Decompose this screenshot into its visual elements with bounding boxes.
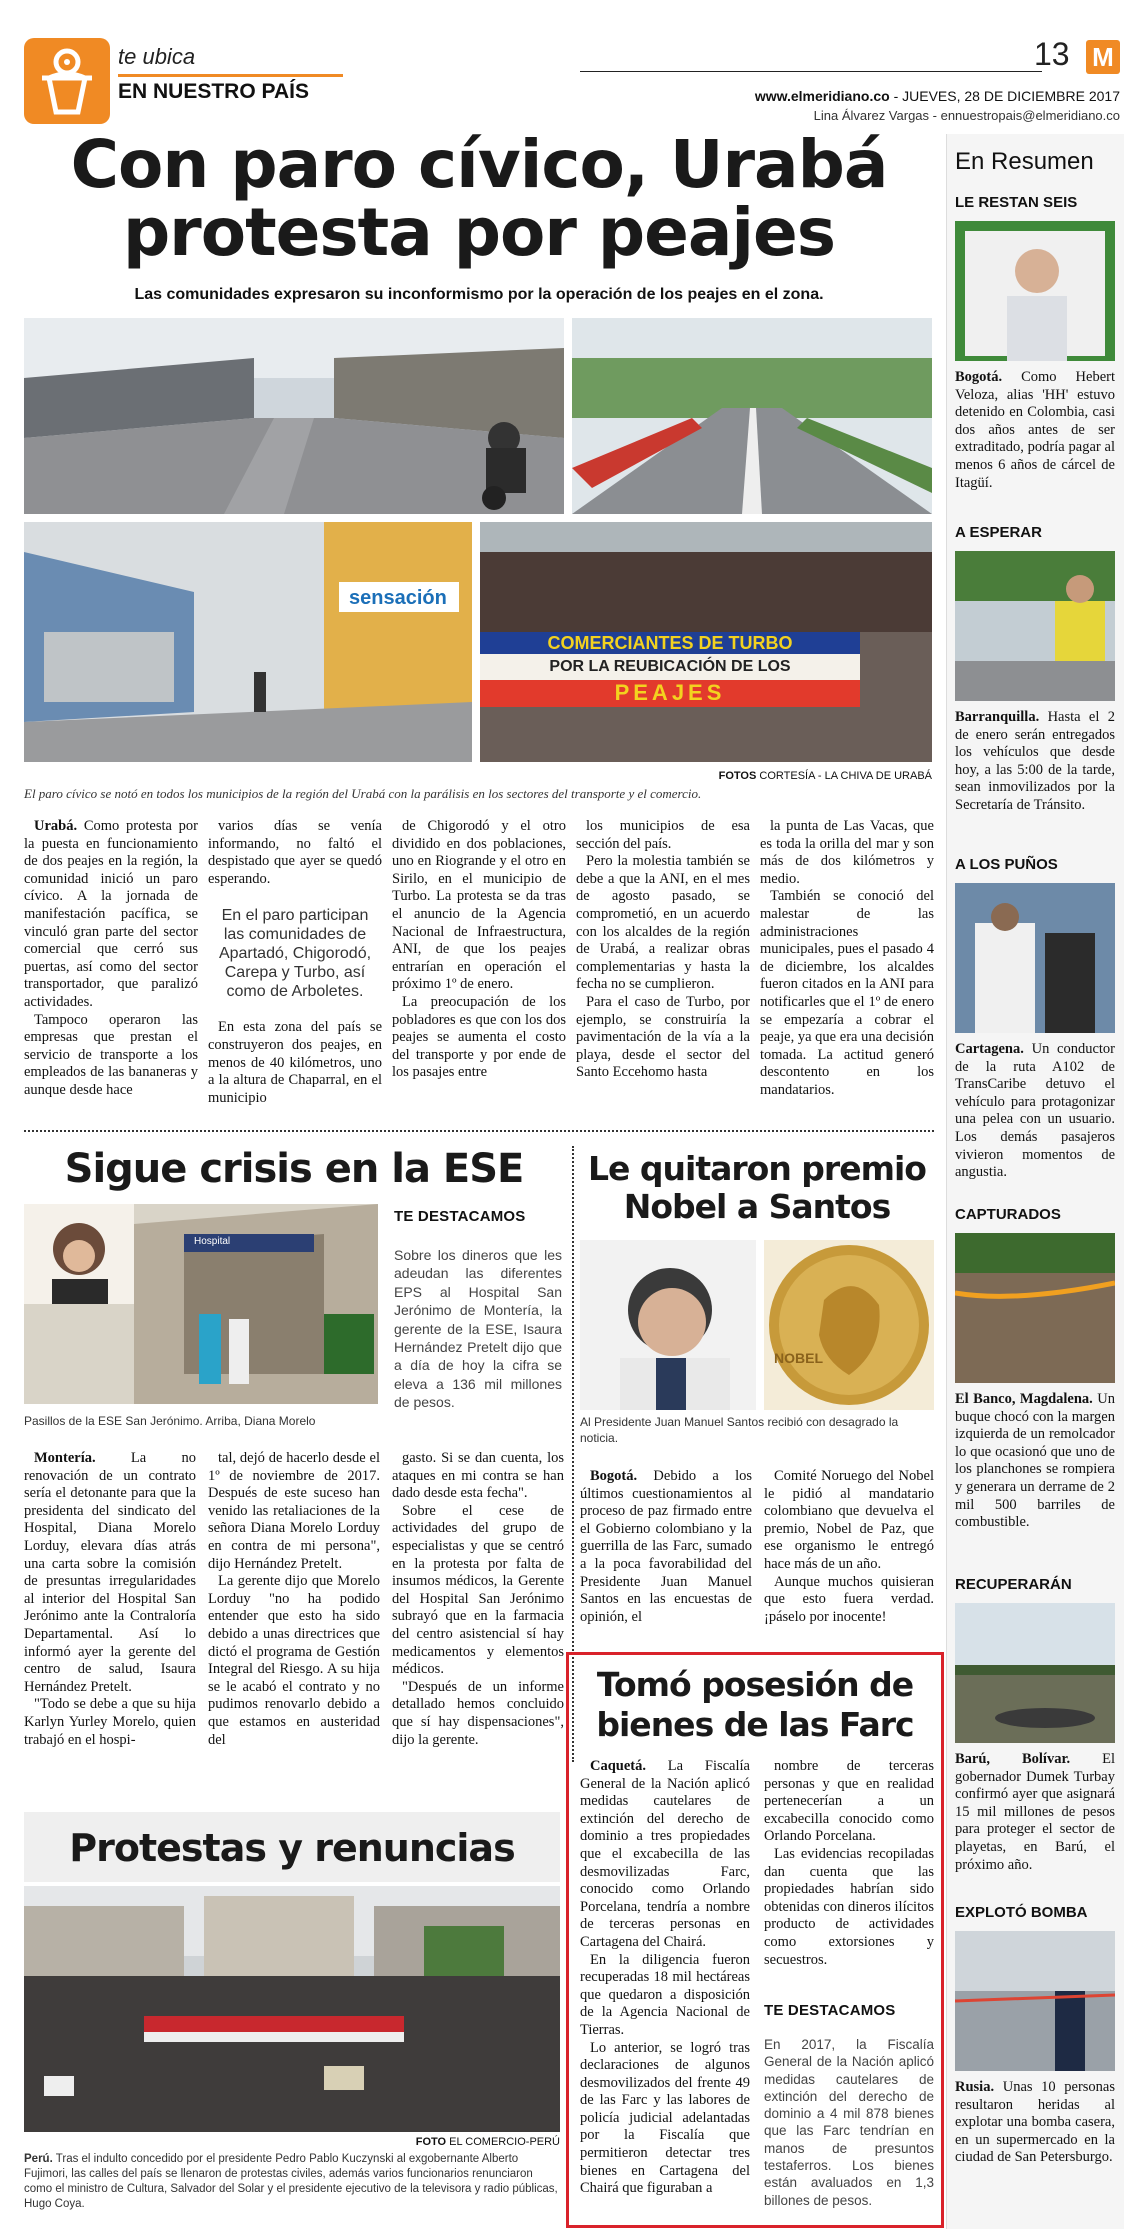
lead-col4-text-c: Para el caso de Turbo, por ejemplo, se construiría la pavimentación de la vía a la playa, desde el sector del Santo Eccehomo hasta [576, 993, 750, 1081]
sidebar-item-heading: CAPTURADOS [955, 1206, 1061, 1223]
photo-bus-fight [955, 883, 1115, 1033]
hospital-sign: Hospital [194, 1236, 231, 1247]
sidebar-item-exploto-bomba [955, 1904, 1115, 2167]
lead-column-5 [760, 818, 934, 1100]
farc-col2-text: nombre de terceras personas y que en realidad pertenecerían a un excabecilla conocido como Orlando Porcelana. [764, 1758, 934, 1845]
sidebar-title: En Resumen [955, 148, 1094, 175]
nobel-col2-text-b: Aunque muchos quisieran que esto fuera verdad. ¡páselo por inocente! [764, 1573, 934, 1625]
nobel-col2-text: Comité Noruego del Nobel le pidió al mandatario colombiano que devuelva el premio, Nobel de Paz, que ese organismo le entregó hace más de un año. [764, 1468, 934, 1572]
ese-col3-text-b: Sobre el cese de actividades del grupo de especialistas y que se centró en la protesta por falta de insumos médicos, la Gerente del Hospital San Jerónimo subrayó que en la farmacia del centro asistencial sí hay medicamentos y elementos médicos. [392, 1502, 564, 1678]
ese-caption: Pasillos de la ESE San Jerónimo. Arriba, Diana Morelo [24, 1414, 316, 1428]
sidebar-item-heading: EXPLOTÓ BOMBA [955, 1904, 1088, 1921]
photo-hospital-corridor [24, 1204, 378, 1404]
shop-sign-text: sensación [349, 587, 447, 609]
lead-col3-text: de Chigorodó y el otro dividido en dos poblaciones, uno en Riogrande y el otro en Sirilo, en el municipio de Turbo. La protesta se da tras el anuncio de la Agencia Nacional de Infraestructura, ANI, de que los peajes entrarían en operación el próximo 1º de enero. [392, 818, 566, 993]
lead-column-3 [392, 818, 566, 1082]
section-title: EN NUESTRO PAÍS [118, 80, 309, 103]
lead-photo-credit-label: FOTOS [718, 770, 757, 782]
sidebar-item-dateline: Bogotá. [955, 369, 1003, 385]
lead-pullquote: En el paro participan las comunidades de Apartadó, Chigorodó, Carepa y Turbo, así como de Arboletes. [218, 907, 372, 1001]
ese-col1-text-b: "Todo se debe a que su hija Karlyn Yurley Morelo, quien trabajó en el hospi- [24, 1696, 196, 1748]
sidebar-item-text [955, 369, 1115, 492]
nobel-col1-text: Debido a los últimos cuestionamientos al proceso de paz firmado entre el Gobierno colombiano y la guerrilla de las Farc, sumado a la poca favorabilidad del Presidente Juan Manuel Santos en las encuestas de opinión, el [580, 1468, 753, 1625]
site-url[interactable]: www.elmeridiano.co [754, 88, 890, 104]
issue-date: - JUEVES, 28 DE DICIEMBRE 2017 [893, 88, 1120, 104]
sidebar-item-heading: A LOS PUÑOS [955, 856, 1058, 873]
sidebar-item-body: Un conductor de la ruta A102 de TransCaribe detuvo el vehículo para protagonizar una pelea con un usuario. Los demás pasajeros vivieron momentos de angustia. [955, 1041, 1116, 1181]
dateline [560, 88, 1120, 104]
lead-headline-line1: Con paro cívico, Urabá [70, 126, 888, 203]
lead-photo-credit [600, 770, 932, 782]
sidebar-item-body: El gobernador Dumek Turbay confirmó ayer que asignará 15 mil millones de pesos para proteger el sector de playetas, en Barú, el próximo año. [955, 1751, 1115, 1873]
sidebar-item-text [955, 709, 1115, 815]
farc-column-2 [764, 1758, 934, 1969]
top-rule [580, 71, 1042, 72]
photo-transit-officer [955, 551, 1115, 701]
ese-col2-text-b: La gerente dijo que Morelo Lorduy "no ha podido entender que esto ha sido debido a unas directrices que dictó el programa de Gestión Integral del Riesgo. A su hija se le acabó el contrato y no pudimos renovarlo debido a que estamos en austeridad del [208, 1573, 380, 1748]
photo-river-spill [955, 1233, 1115, 1383]
farc-dateline: Caquetá. [590, 1758, 646, 1774]
medal-text: NOBEL [774, 1350, 823, 1366]
location-pin-icon [24, 38, 110, 124]
photo-closed-shops [24, 522, 472, 762]
nobel-headline-line2: Nobel a Santos [623, 1187, 891, 1226]
farc-headline-line1: Tomó posesión de [596, 1665, 914, 1704]
photo-baru-beach [955, 1603, 1115, 1743]
page-number: 13 [1034, 36, 1070, 72]
photo-empty-street [24, 318, 564, 514]
sidebar-item-text [955, 1041, 1115, 1182]
sidebar-item-dateline: Rusia. [955, 2079, 995, 2095]
lead-col4-text: los municipios de esa sección del país. [576, 818, 750, 852]
brand-mark-letter: M [1092, 42, 1114, 72]
photo-bomb-scene [955, 1931, 1115, 2071]
sidebar-item-dateline: Cartagena. [955, 1041, 1024, 1057]
sidebar-item-le-restan-seis [955, 194, 1115, 492]
peru-photo-credit-text: EL COMERCIO-PERÚ [449, 2136, 560, 2148]
lead-headline-line2: protesta por peajes [122, 194, 836, 271]
photo-highway [572, 318, 932, 514]
banner-line-1: COMERCIANTES DE TURBO [547, 633, 793, 653]
peru-dateline: Perú. [24, 2153, 53, 2165]
farc-te-destacamos: TE DESTACAMOS [764, 2002, 896, 2019]
sidebar-item-body: Hasta el 2 de enero serán entregados los vehículos que desde hoy, a las 5:00 de la tarde, sean inmovilizados por la Secretaría de Tránsito. [955, 709, 1115, 813]
ese-col2-text: tal, dejó de hacerlo desde el 1º de noviembre de 2017. Después de este suceso han venido las retaliaciones de la señora Diana Morelo Lorduy en contra de mi persona", dijo Hernández Pretelt. [208, 1450, 380, 1572]
sidebar-item-body: Unas 10 personas resultaron heridas al explotar una bomba casera, en un supermercado en la ciudad de San Petersburgo. [955, 2079, 1115, 2166]
ese-col3-text: gasto. Si se dan cuenta, los ataques en mi contra se han dado desde esta fecha". [392, 1450, 564, 1502]
sidebar-item-a-los-punos [955, 856, 1115, 1182]
lead-column-1 [24, 818, 198, 1100]
photo-protest-banner [480, 522, 932, 762]
section-kicker: te ubica [118, 44, 196, 69]
nobel-column-1 [580, 1468, 752, 1626]
farc-col1-text-c: Lo anterior, se logró tras declaraciones de algunos desmovilizados del frente 49 de las Farc y las labores de policía judicial adelantadas por la Fiscalía que permitieron detectar tres bienes en Cartagena del Chairá que figuraban a [580, 2039, 750, 2197]
sidebar-item-text [955, 2079, 1115, 2167]
lead-caption: El paro cívico se notó en todos los municipios de la región del Urabá con la parálisis en los sectores del transporte y el comercio. [24, 786, 702, 801]
farc-headline-line2: bienes de las Farc [596, 1705, 914, 1744]
nobel-column-2 [764, 1468, 934, 1626]
sidebar-item-heading: A ESPERAR [955, 524, 1042, 541]
lead-col5-text: la punta de Las Vacas, que es toda la orilla del mar y son más de dos kilómetros y medio. [760, 818, 934, 887]
lead-col5-text-b: También se conoció del malestar de las administraciones municipales, pues el pasado 4 de diciembre, los alcaldes fueron citados en la ANI para notificarles que el 1º de enero se empezaría a cobrar el peaje, ya que era una decisión tomada. La actitud generó descontento en los mandatarios. [760, 888, 934, 1098]
farc-col2-text-b: Las evidencias recopiladas dan cuenta que las propiedades habrían sido obtenidas con dineros ilícitos producto de actividades como extorsiones y secuestros. [764, 1845, 934, 1968]
sidebar-item-text [955, 1751, 1115, 1874]
banner-line-2: POR LA REUBICACIÓN DE LOS [549, 658, 791, 675]
farc-col1-text-b: En la diligencia fueron recuperadas 18 mil hectáreas que quedaron a disposición de la Agencia Nacional de Tierras. [580, 1951, 750, 2038]
peru-caption [24, 2152, 560, 2212]
sidebar-item-a-esperar [955, 524, 1115, 815]
lead-divider [24, 1130, 934, 1132]
ese-highlight: Sobre los dineros que les adeudan las diferentes EPS al Hospital San Jerónimo de Montería, la gerente de la ESE, Isaura Hernández Pretelt dijo que a día de hoy la cifra se eleva a 136 mil millones de pesos. [394, 1247, 562, 1411]
sidebar-item-dateline: El Banco, Magdalena. [955, 1391, 1093, 1407]
peru-headline: Protestas y renuncias [69, 1826, 515, 1870]
sidebar-item-body: Como Hebert Veloza, alias 'HH' estuvo detenido en Colombia, casi dos años antes de ser extraditado, podría pagar al menos 6 años de cárcel de Itagüí. [955, 369, 1115, 491]
sidebar-item-body: Un buque chocó con la margen izquierda de un remolcador lo que ocasionó que uno de los planchones se rompiera y generara un derrame de 2 mil 500 barriles de combustible. [955, 1391, 1115, 1531]
photo-peru-protest [24, 1886, 560, 2132]
ese-te-destacamos: TE DESTACAMOS [394, 1208, 526, 1225]
sidebar-item-capturados [955, 1206, 1115, 1532]
section-kicker-rule [118, 74, 343, 77]
farc-highlight: En 2017, la Fiscalía General de la Nación aplicó medidas cautelares de extinción del derecho de dominio a 4 mil 878 bienes que las Farc tendrían en manos de presuntos testaferros. Los bienes están avaluados en 1,3 billones de pesos. [764, 2037, 934, 2208]
sidebar-item-heading: RECUPERARÁN [955, 1576, 1072, 1593]
nobel-headline-line1: Le quitaron premio [588, 1149, 926, 1188]
photo-santos [580, 1240, 756, 1410]
sidebar-item-dateline: Barranquilla. [955, 709, 1040, 725]
peru-photo-credit [300, 2136, 560, 2148]
lead-col1-text-b: Tampoco operaron las empresas que prestan el servicio de transporte a los empleados de las bananeras y aunque desde hace [24, 1011, 198, 1098]
ese-col1-text: La no renovación de un contrato sería el detonante para que la presidenta del sindicato del Hospital, Diana Morelo Lorduy, elevara días atrás una carta sobre la comisión de presuntas irregularidades al interior del Hospital San Jerónimo ante la Contraloría Departamental. Así lo informó ayer la gerente del centro de salud, Isaura Hernández Pretelt. [24, 1450, 196, 1695]
lead-dateline: Urabá. [34, 818, 78, 834]
ese-headline: Sigue crisis en la ESE [64, 1146, 524, 1192]
lead-column-4 [576, 818, 750, 1082]
lead-col4-text-b: Pero la molestia también se debe a que la ANI, en el mes de agosto pasado, se comprometió, en un acuerdo con los alcaldes de la región de Urabá, a realizar obras complementarias y hasta la fecha no se cumplieron. [576, 853, 750, 993]
ese-dateline: Montería. [34, 1450, 96, 1466]
sidebar-item-dateline: Barú, Bolívar. [955, 1751, 1071, 1767]
lead-col3-text-b: La preocupación de los pobladores es que con los dos peajes se aumenta el costo del transporte y por ende de los pasajes entre [392, 993, 566, 1081]
lead-photo-credit-text: CORTESÍA - LA CHIVA DE URABÁ [759, 770, 932, 782]
sidebar-item-heading: LE RESTAN SEIS [955, 194, 1078, 211]
lead-col2-text: varios días se venía informando, no faltó el despistado que ayer se quedó esperando. [208, 818, 382, 887]
ese-col3-text-c: "Después de un informe detallado hemos concluido que sí hay dispensaciones", dijo la gerente. [392, 1678, 564, 1748]
ese-column-3 [392, 1450, 564, 1749]
peru-caption-text: Tras el indulto concedido por el presidente Pedro Pablo Kuczynski al exgobernante Alberto Fujimori, las calles del país se llenaron de protestas civiles, además varios funcionarios renunciaron como el ministro de Cultura, Salvador del Solar y el presidente ejecutivo de la televisora y radio públicas, Hugo Coya. [24, 2153, 558, 2210]
sidebar-item-text [955, 1391, 1115, 1532]
nobel-caption: Al Presidente Juan Manuel Santos recibió con desagrado la noticia. [580, 1415, 899, 1445]
lead-col1-text: Como protesta por la puesta en funcionamiento de dos peajes en la región, la comunidad inició un paro cívico. A la jornada de manifestación pacífica, se vinculó gran parte del sector comercial que cerró sus puertas, así como del sector transportador, que paralizó actividades. [24, 818, 198, 1010]
brand-mark [1086, 40, 1120, 74]
banner-line-3: PEAJES [614, 680, 726, 705]
section-logo [24, 38, 110, 124]
photo-hh-arrest [955, 221, 1115, 361]
lead-deck: Las comunidades expresaron su inconformismo por la operación de los peajes en el zona. [134, 286, 824, 303]
sidebar-item-recuperaran [955, 1576, 1115, 1874]
nobel-dateline: Bogotá. [590, 1468, 638, 1484]
peru-photo-credit-label: FOTO [415, 2136, 447, 2148]
ese-column-1 [24, 1450, 196, 1749]
photo-nobel-medal [764, 1240, 934, 1410]
ese-column-2 [208, 1450, 380, 1749]
byline: Lina Álvarez Vargas - ennuestropais@elmeridiano.co [813, 108, 1120, 123]
lead-col2-text-b: En esta zona del país se construyeron dos peajes, en menos de 40 kilómetros, uno a la altura de Chaparral, en el municipio [208, 1019, 382, 1106]
lead-column-2 [208, 818, 382, 1107]
farc-col1-text: La Fiscalía General de la Nación aplicó medidas cautelares de extinción del derecho de dominio a tres propiedades que el excabecilla de las desmovilizadas Farc, conocido como Orlando Porcelana, tendría a nombre de terceras personas en Cartagena del Chairá. [580, 1758, 750, 1950]
farc-column-1 [580, 1758, 750, 2198]
